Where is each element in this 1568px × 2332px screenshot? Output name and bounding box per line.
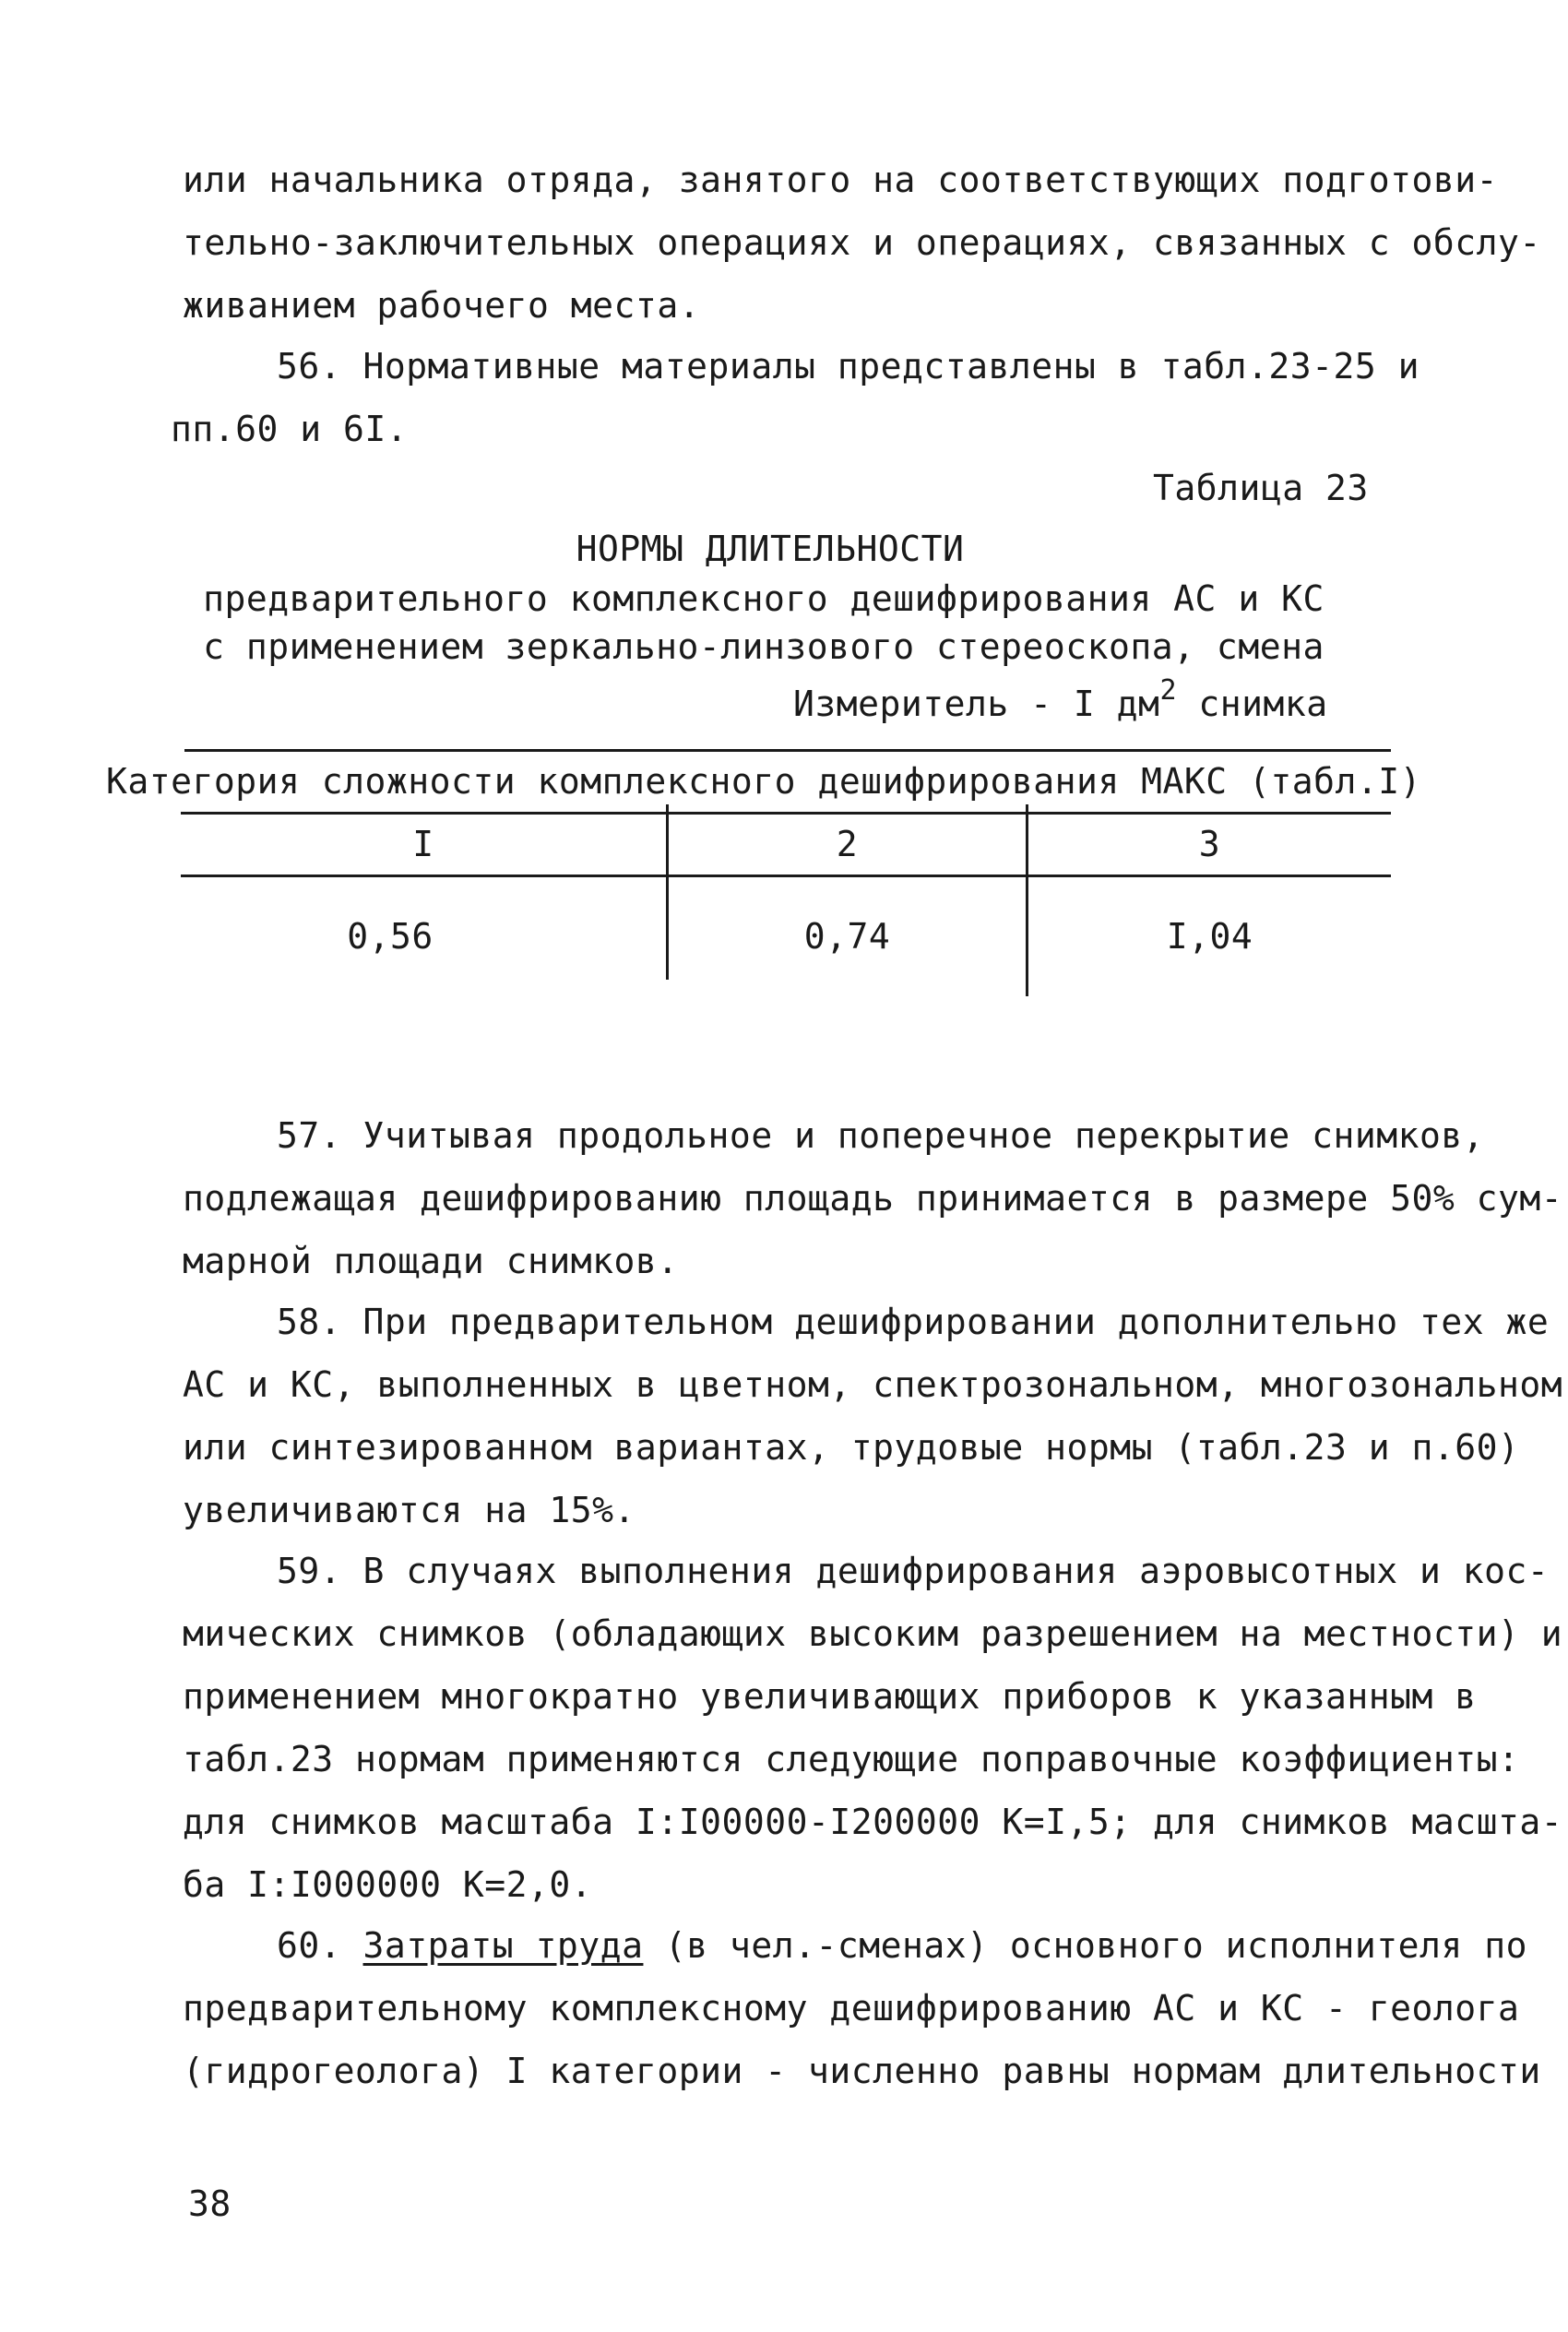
page-number: 38 bbox=[188, 2183, 232, 2224]
intro-line-1: или начальника отряда, занятого на соответствующих подготови- bbox=[183, 160, 1499, 200]
p60-line-1 bbox=[277, 1925, 1527, 1966]
table-subtitle-line-1: предварительного комплексного дешифрирования АС и КС bbox=[203, 578, 1324, 619]
p59-line-4: табл.23 нормам применяются следующие поправочные коэффициенты: bbox=[183, 1739, 1520, 1779]
table-unit bbox=[793, 674, 1328, 724]
p57-line-2: подлежащая дешифрированию площадь принимается в размере 50% сум- bbox=[183, 1178, 1563, 1219]
table-column-3: 3 bbox=[1198, 824, 1221, 864]
table-unit-suffix: снимка bbox=[1177, 684, 1328, 724]
table-value-3: I,04 bbox=[1166, 916, 1253, 957]
table-column-2: 2 bbox=[836, 824, 859, 864]
p59-line-3: применением многократно увеличивающих приборов к указанным в bbox=[183, 1676, 1477, 1717]
p60-first-line-rest: (в чел.-сменах) основного исполнителя по bbox=[643, 1925, 1527, 1966]
table-title: НОРМЫ ДЛИТЕЛЬНОСТИ bbox=[576, 529, 965, 569]
p60-number: 60. bbox=[277, 1925, 342, 1966]
table-unit-prefix: Измеритель - I дм bbox=[793, 684, 1160, 724]
p58-line-3: или синтезированном вариантах, трудовые нормы (табл.23 и п.60) bbox=[183, 1427, 1520, 1468]
table-column-1: I bbox=[412, 824, 434, 864]
table-value-2: 0,74 bbox=[803, 916, 891, 957]
table-top-rule bbox=[184, 749, 1391, 752]
p56-line-2: пп.60 и 6I. bbox=[171, 409, 409, 449]
p58-line-4: увеличиваются на 15%. bbox=[183, 1490, 636, 1530]
p60-line-3: (гидрогеолога) I категории - численно равны нормам длительности bbox=[183, 2051, 1541, 2091]
p59-line-2: мических снимков (обладающих высоким разрешением на местности) и bbox=[183, 1613, 1563, 1654]
p59-line-1: 59. В случаях выполнения дешифрирования аэровысотных и кос- bbox=[277, 1551, 1550, 1591]
table-number-label: Таблица 23 bbox=[1153, 468, 1369, 508]
p57-line-1: 57. Учитывая продольное и поперечное перекрытие снимков, bbox=[277, 1115, 1485, 1156]
p58-line-2: АС и КС, выполненных в цветном, спектрозональном, многозональном bbox=[183, 1364, 1563, 1405]
p57-line-3: марной площади снимков. bbox=[183, 1241, 679, 1281]
intro-line-3: живанием рабочего места. bbox=[183, 285, 701, 326]
intro-line-2: тельно-заключительных операциях и операциях, связанных с обслу- bbox=[183, 222, 1541, 263]
p59-line-6: ба I:I000000 К=2,0. bbox=[183, 1864, 593, 1905]
table-unit-sup: 2 bbox=[1159, 674, 1177, 707]
table-subtitle-line-2: с применением зеркально-линзового стереоскопа, смена bbox=[203, 626, 1324, 667]
p56-line-1: 56. Нормативные материалы представлены в табл.23-25 и bbox=[277, 346, 1420, 387]
table-column-rule bbox=[181, 874, 1391, 877]
table-header: Категория сложности комплексного дешифрирования МАКС (табл.I) bbox=[105, 761, 1422, 802]
p59-line-5: для снимков масштаба I:I00000-I200000 К=I,5; для снимков масшта- bbox=[183, 1802, 1563, 1842]
p58-line-1: 58. При предварительном дешифрировании дополнительно тех же bbox=[277, 1302, 1550, 1342]
p60-underlined-term: Затраты труда bbox=[362, 1925, 644, 1966]
table-value-1: 0,56 bbox=[347, 916, 434, 957]
table-header-rule bbox=[181, 812, 1391, 815]
p60-line-2: предварительному комплексному дешифрированию АС и КС - геолога bbox=[183, 1988, 1520, 2029]
